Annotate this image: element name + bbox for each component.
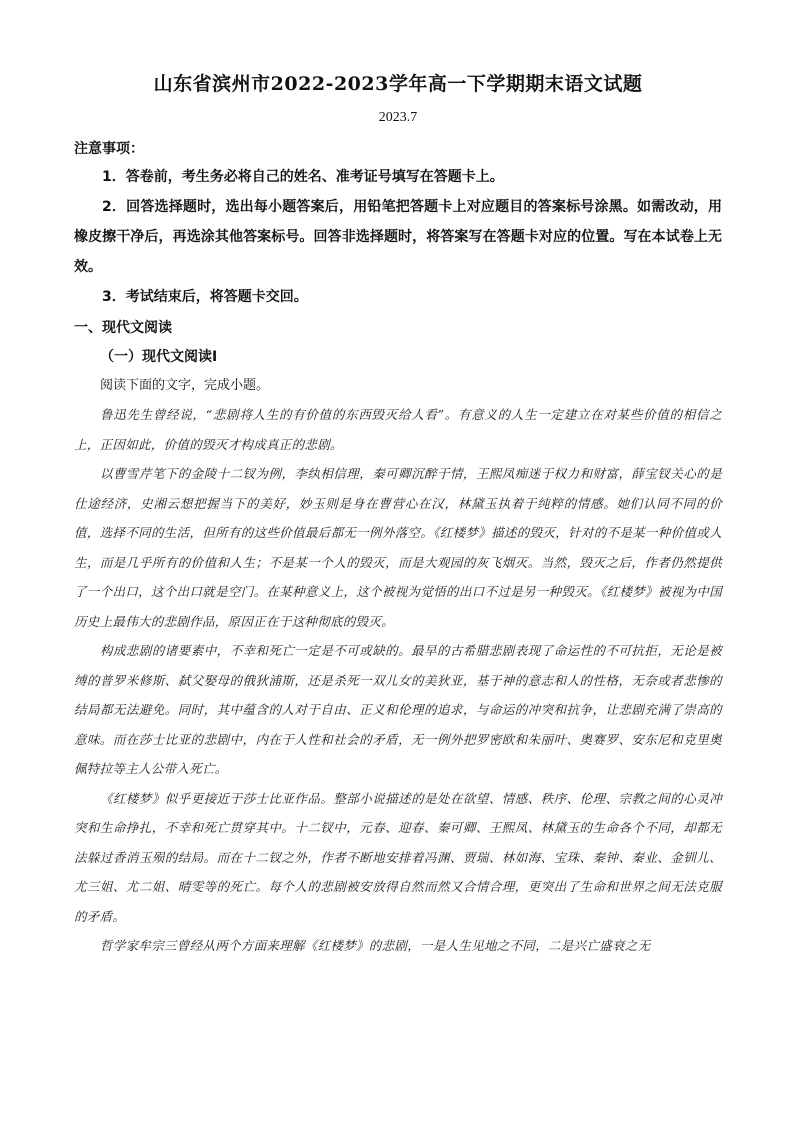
reading-instruction: 阅读下面的文字，完成小题。 <box>100 378 270 393</box>
section-heading: 一、现代文阅读 <box>74 320 172 336</box>
page-title: 山东省滨州市2022-2023学年高一下学期期末语文试题 <box>153 73 643 95</box>
page-content <box>74 70 722 961</box>
passage-paragraph: 以曹雪芹笔下的金陵十二钗为例，李纨相信理，秦可卿沉醉于情，王熙凤痴迷于权力和财富，薛宝钗关心的是仕途经济，史湘云想把握当下的美好，妙玉则是身在曹营心在汉，林黛玉执着于纯粹的情感。她们认同不同的价值，选择不同的生活，但所有的这些价值最后都无一例外落空。《红楼梦》描述的毁灭，针对的不是某一种价值或人生，而是几乎所有的价值和人生；不是某一个人的毁灭，而是大观园的灰飞烟灭。当然，毁灭之后，作者仍然提供了一个出口，这个出口就是空门。在某种意义上，这个被视为觉悟的出口不过是另一种毁灭。《红楼梦》被视为中国历史上最伟大的悲剧作品，原因正在于这种彻底的毁灭。 <box>74 466 722 629</box>
note-item: 3．考试结束后，将答题卡交回。 <box>102 289 308 305</box>
note-item: 1．答卷前，考生务必将自己的姓名、准考证号填写在答题卡上。 <box>102 169 504 185</box>
notes-heading: 注意事项： <box>74 141 144 157</box>
passage-paragraph: 鲁迅先生曾经说，“悲剧将人生的有价值的东西毁灭给人看”。有意义的人生一定建立在对某些价值的相信之上，正因如此，价值的毁灭才构成真正的悲剧。 <box>74 407 722 452</box>
passage-paragraph: 《红楼梦》似乎更接近于莎士比亚作品。整部小说描述的是处在欲望、情感、秩序、伦理、宗教之间的心灵冲突和生命挣扎，不幸和死亡贯穿其中。十二钗中，元春、迎春、秦可卿、王熙凤、林黛玉的生命各个不同，却都无法躲过香消玉殒的结局。而在十二钗之外，作者不断地安排着冯渊、贾瑞、林如海、宝珠、秦钟、秦业、金钏儿、尤三姐、尤二姐、晴雯等的死亡。每个人的悲剧被安放得自然而然又合情合理，更突出了生命和世界之间无法克服的矛盾。 <box>74 790 722 924</box>
exam-date: 2023.7 <box>378 110 418 125</box>
passage-paragraph: 哲学家牟宗三曾经从两个方面来理解《红楼梦》的悲剧，一是人生见地之不同，二是兴亡盛衰之无 <box>100 938 651 953</box>
note-item: 2．回答选择题时，选出每小题答案后，用铅笔把答题卡上对应题目的答案标号涂黑。如需改动，用橡皮擦干净后，再选涂其他答案标号。回答非选择题时，将答案写在答题卡对应的位置。写在本试卷上无效。 <box>74 199 722 275</box>
subsection-heading: （一）现代文阅读Ⅰ <box>100 349 218 365</box>
passage-paragraph: 构成悲剧的诸要素中，不幸和死亡一定是不可或缺的。最早的古希腊悲剧表现了命运性的不可抗拒，无论是被缚的普罗米修斯、弑父娶母的俄狄浦斯，还是杀死一双儿女的美狄亚，基于神的意志和人的性格，无奈或者悲惨的结局都无法避免。同时，其中蕴含的人对于自由、正义和伦理的追求，与命运的冲突和抗争，让悲剧充满了崇高的意味。而在莎士比亚的悲剧中，内在于人性和社会的矛盾，无一例外把罗密欧和朱丽叶、奥赛罗、安东尼和克里奥佩特拉等主人公带入死亡。 <box>74 643 722 776</box>
